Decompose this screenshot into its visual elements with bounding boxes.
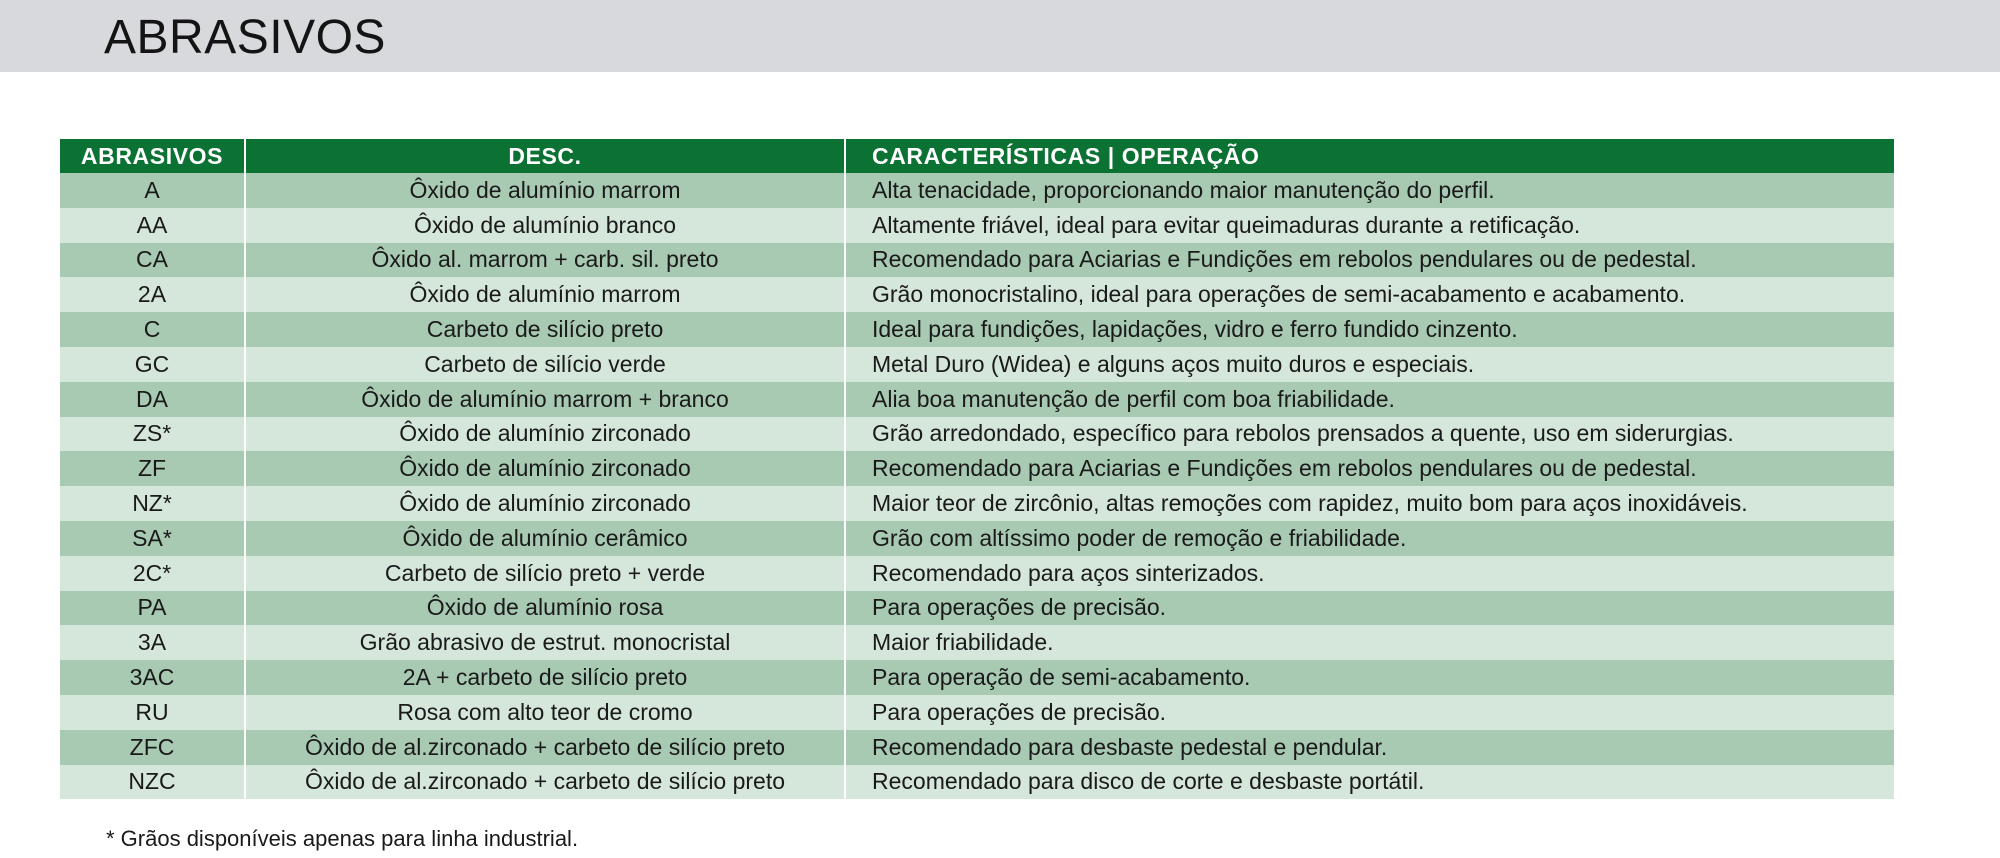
table-body xyxy=(60,173,1894,799)
footnote: * Grãos disponíveis apenas para linha industrial. xyxy=(106,826,579,851)
abrasive-code-cell: RU xyxy=(60,695,245,730)
characteristics-cell: Maior friabilidade. xyxy=(845,625,1894,660)
characteristics-cell: Para operações de precisão. xyxy=(845,695,1894,730)
table-header xyxy=(60,139,1894,173)
description-cell: Ôxido de alumínio marrom xyxy=(245,277,845,312)
description-cell: Ôxido de alumínio zirconado xyxy=(245,451,845,486)
abrasive-code-cell: CA xyxy=(60,243,245,278)
table-row xyxy=(60,243,1894,278)
description-cell: Ôxido de alumínio marrom + branco xyxy=(245,382,845,417)
table-row xyxy=(60,312,1894,347)
description-cell: Carbeto de silício preto xyxy=(245,312,845,347)
characteristics-cell: Grão com altíssimo poder de remoção e friabilidade. xyxy=(845,521,1894,556)
characteristics-cell: Para operações de precisão. xyxy=(845,591,1894,626)
abrasive-code-cell: DA xyxy=(60,382,245,417)
description-cell: Grão abrasivo de estrut. monocristal xyxy=(245,625,845,660)
characteristics-cell: Alia boa manutenção de perfil com boa friabilidade. xyxy=(845,382,1894,417)
description-cell: Ôxido de alumínio cerâmico xyxy=(245,521,845,556)
characteristics-cell: Recomendado para disco de corte e desbaste portátil. xyxy=(845,765,1894,800)
description-cell: Rosa com alto teor de cromo xyxy=(245,695,845,730)
description-cell: Ôxido de alumínio marrom xyxy=(245,173,845,208)
table-row xyxy=(60,556,1894,591)
description-cell: Ôxido de alumínio rosa xyxy=(245,591,845,626)
table-row xyxy=(60,451,1894,486)
description-cell: 2A + carbeto de silício preto xyxy=(245,660,845,695)
table-row xyxy=(60,730,1894,765)
abrasive-code-cell: NZ* xyxy=(60,486,245,521)
characteristics-cell: Ideal para fundições, lapidações, vidro e ferro fundido cinzento. xyxy=(845,312,1894,347)
table-row xyxy=(60,382,1894,417)
column-header-desc: DESC. xyxy=(245,139,845,173)
characteristics-cell: Maior teor de zircônio, altas remoções com rapidez, muito bom para aços inoxidáveis. xyxy=(845,486,1894,521)
characteristics-cell: Recomendado para aços sinterizados. xyxy=(845,556,1894,591)
abrasives-table xyxy=(60,139,1894,799)
table-row xyxy=(60,486,1894,521)
table-row xyxy=(60,591,1894,626)
characteristics-cell: Altamente friável, ideal para evitar queimaduras durante a retificação. xyxy=(845,208,1894,243)
abrasive-code-cell: 3AC xyxy=(60,660,245,695)
abrasive-code-cell: ZFC xyxy=(60,730,245,765)
page-title: ABRASIVOS xyxy=(104,11,386,64)
abrasive-code-cell: 2C* xyxy=(60,556,245,591)
table-header-row xyxy=(60,139,1894,173)
abrasive-code-cell: PA xyxy=(60,591,245,626)
table-row xyxy=(60,660,1894,695)
abrasive-code-cell: 2A xyxy=(60,277,245,312)
description-cell: Ôxido de alumínio zirconado xyxy=(245,486,845,521)
abrasive-code-cell: GC xyxy=(60,347,245,382)
table-row xyxy=(60,625,1894,660)
abrasive-code-cell: A xyxy=(60,173,245,208)
characteristics-cell: Grão arredondado, específico para rebolos prensados a quente, uso em siderurgias. xyxy=(845,417,1894,452)
description-cell: Ôxido de alumínio branco xyxy=(245,208,845,243)
abrasive-code-cell: C xyxy=(60,312,245,347)
description-cell: Ôxido de al.zirconado + carbeto de silício preto xyxy=(245,730,845,765)
table-row xyxy=(60,417,1894,452)
table-row xyxy=(60,277,1894,312)
characteristics-cell: Grão monocristalino, ideal para operações de semi-acabamento e acabamento. xyxy=(845,277,1894,312)
table-row xyxy=(60,173,1894,208)
abrasive-code-cell: ZF xyxy=(60,451,245,486)
abrasive-code-cell: AA xyxy=(60,208,245,243)
abrasive-code-cell: 3A xyxy=(60,625,245,660)
table-row xyxy=(60,695,1894,730)
column-header-caracteristicas: CARACTERÍSTICAS | OPERAÇÃO xyxy=(845,139,1894,173)
description-cell: Carbeto de silício preto + verde xyxy=(245,556,845,591)
characteristics-cell: Para operação de semi-acabamento. xyxy=(845,660,1894,695)
abrasive-code-cell: SA* xyxy=(60,521,245,556)
table-row xyxy=(60,765,1894,800)
description-cell: Ôxido al. marrom + carb. sil. preto xyxy=(245,243,845,278)
abrasive-code-cell: ZS* xyxy=(60,417,245,452)
characteristics-cell: Recomendado para Aciarias e Fundições em rebolos pendulares ou de pedestal. xyxy=(845,451,1894,486)
description-cell: Carbeto de silício verde xyxy=(245,347,845,382)
table-row xyxy=(60,347,1894,382)
table-row xyxy=(60,521,1894,556)
column-header-abrasivos: ABRASIVOS xyxy=(60,139,245,173)
characteristics-cell: Alta tenacidade, proporcionando maior manutenção do perfil. xyxy=(845,173,1894,208)
characteristics-cell: Recomendado para Aciarias e Fundições em rebolos pendulares ou de pedestal. xyxy=(845,243,1894,278)
description-cell: Ôxido de alumínio zirconado xyxy=(245,417,845,452)
abrasive-code-cell: NZC xyxy=(60,765,245,800)
description-cell: Ôxido de al.zirconado + carbeto de silício preto xyxy=(245,765,845,800)
table-row xyxy=(60,208,1894,243)
characteristics-cell: Recomendado para desbaste pedestal e pendular. xyxy=(845,730,1894,765)
characteristics-cell: Metal Duro (Widea) e alguns aços muito duros e especiais. xyxy=(845,347,1894,382)
